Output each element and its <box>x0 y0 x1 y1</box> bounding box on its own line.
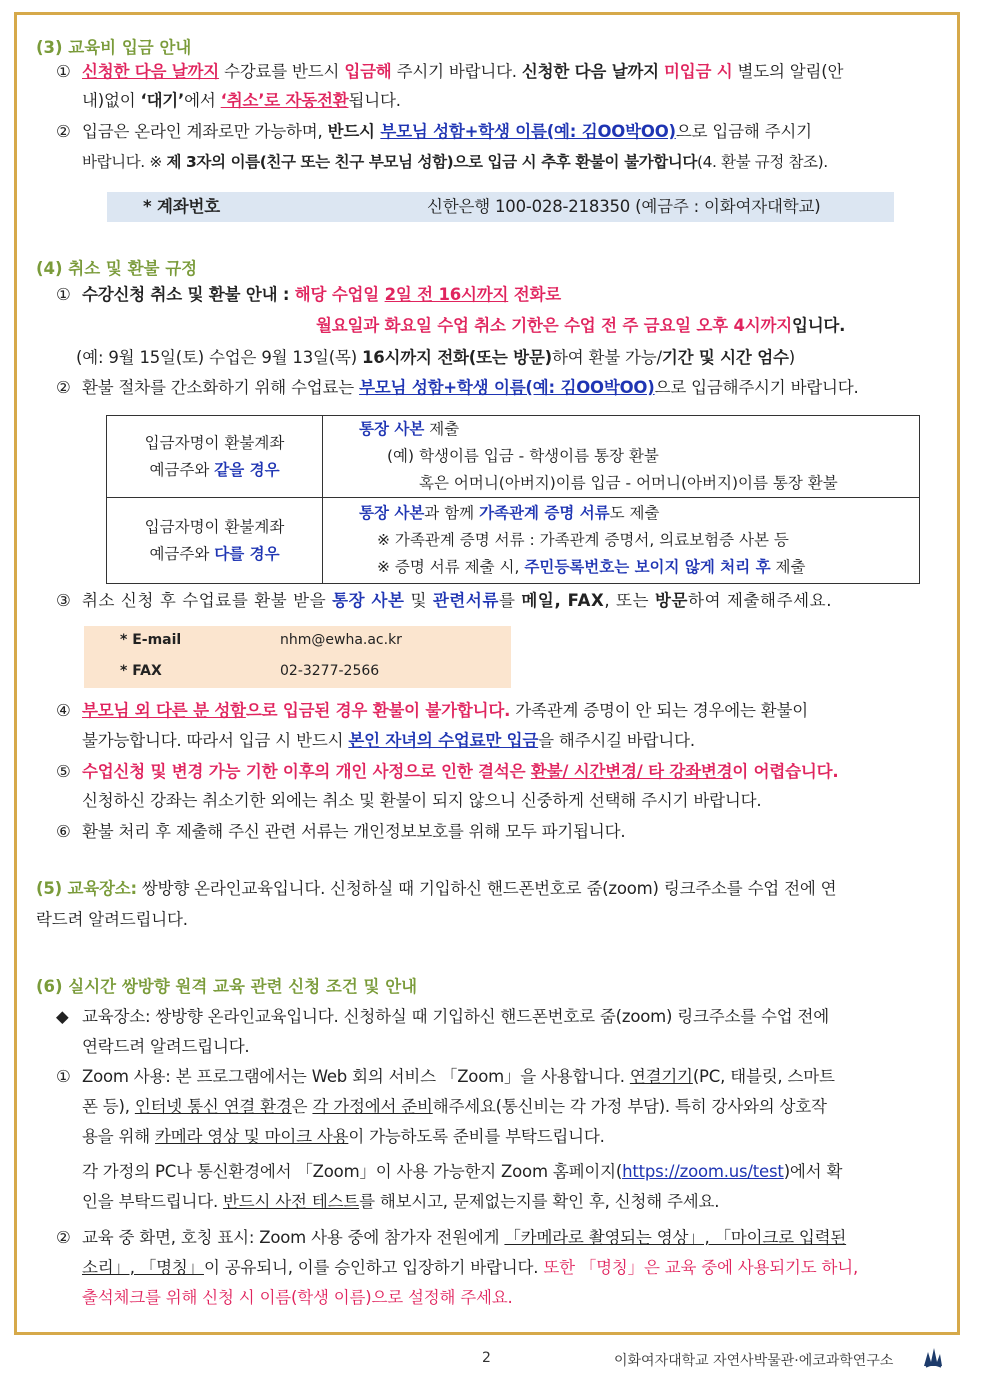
text-span: 환불/ 시간변경/ 타 강좌변경 <box>530 762 733 781</box>
refund-table <box>106 415 920 584</box>
text-span: 가족관계 증명 서류 <box>479 504 610 522</box>
cell-text: (예) 학생이름 입금 - 학생이름 통장 환불 <box>387 447 659 465</box>
sec6-item1-line2 <box>82 1096 827 1118</box>
text-span: )에서 확 <box>783 1162 843 1181</box>
sec6-item2-line3: 출석체크를 위해 신청 시 이름(학생 이름)으로 설정해 주세요. <box>82 1288 513 1307</box>
sec4-item4-line1 <box>56 700 808 722</box>
text-span: 별도의 알림(안 <box>732 62 844 81</box>
text-span: 각 가정의 PC나 통신환경에서 「Zoom」이 사용 가능한지 Zoom 홈페이지( <box>82 1162 623 1181</box>
text-span: ‘대기’ <box>140 91 185 110</box>
text-span: 쌍방향 온라인교육입니다. 신청하실 때 기입하신 핸드폰번호로 줌(zoom) 링크주소를 수업 전에 연 <box>136 879 837 898</box>
text-span: 교육장소: 쌍방향 온라인교육입니다. 신청하실 때 기입하신 핸드폰번호로 줌(zoom) 링크주소를 수업 전에 <box>82 1007 830 1026</box>
table-row <box>107 416 920 498</box>
email-value: nhm@ewha.ac.kr <box>280 632 402 648</box>
text-span: 가족관계 증명이 안 되는 경우에는 환불이 <box>510 701 809 720</box>
item-number: ⑥ <box>56 822 71 841</box>
zoom-test-link[interactable]: https://zoom.us/test <box>622 1162 784 1181</box>
text-span: 취소 신청 후 수업료를 환불 받을 <box>82 591 333 610</box>
text-span: 본인 자녀의 수업료만 입금 <box>348 731 539 750</box>
text-span: 부모님 외 다른 분 성함 <box>82 701 246 720</box>
text-span: (PC, 태블릿, 스마트 <box>692 1067 835 1086</box>
cell-text: 혹은 어머니(아버지)이름 입금 - 어머니(아버지)이름 통장 환불 <box>419 474 838 492</box>
text-span: 으로 입금해주시기 바랍니다. <box>654 378 859 397</box>
text-span: 주민등록번호는 보이지 않게 처리 후 <box>524 558 771 576</box>
text-span: 과 함께 <box>424 504 480 522</box>
text-span: 용을 위해 <box>82 1127 156 1146</box>
text-span: 으로 입금해 주시기 <box>675 122 812 141</box>
text-span: (예: 9월 15일(토) 수업은 9월 13일(목) <box>76 348 362 367</box>
text-span: 방문 <box>654 591 689 610</box>
page-number: 2 <box>482 1350 491 1366</box>
section-6-title: (6) 실시간 쌍방향 원격 교육 관련 신청 조건 및 안내 <box>36 977 418 996</box>
cell-text <box>359 554 919 581</box>
text-span: 부모님 성함+학생 이름(예: 김OO박OO) <box>380 122 676 141</box>
text-span: 수업신청 및 변경 가능 기한 이후의 개인 사정으로 인한 결석은 <box>82 762 531 781</box>
text-span: 소리」, 「명칭」 <box>82 1258 204 1277</box>
section-3-title: (3) 교육비 입금 안내 <box>36 38 192 57</box>
text-span: 통장 사본 <box>359 420 425 438</box>
section-5-line1 <box>36 878 836 900</box>
item-number: ② <box>56 378 71 397</box>
text-span: 은 <box>291 1097 313 1116</box>
museum-logo-icon <box>920 1344 946 1370</box>
sec3-item1-line1 <box>56 61 843 83</box>
text-span: 카메라 영상 및 마이크 사용 <box>155 1127 349 1146</box>
text-span: 또한 「명칭」은 교육 중에 사용되기도 하니, <box>543 1258 859 1277</box>
cell-text: ※ 가족관계 증명 서류 : 가족관계 증명서, 의료보험증 사본 등 <box>377 531 789 549</box>
text-span: 바랍니다. ※ <box>82 153 167 171</box>
text-span: 인터넷 통신 연결 환경 <box>134 1097 292 1116</box>
text-span: 신청한 다음 날까지 <box>521 62 659 81</box>
text-span: 제 3자의 이름(친구 또는 친구 부모님 성함)으로 입금 시 추후 환불이 불가합니다 <box>166 153 697 171</box>
item-number: ⑤ <box>56 762 71 781</box>
text-span: 주시기 바랍니다. <box>391 62 522 81</box>
text-span: 통장 사본 <box>332 591 405 610</box>
text-span: 2일 전 16시까지 <box>384 285 509 304</box>
text-span: 예금주와 <box>149 460 215 479</box>
text-span: , 또는 <box>604 591 655 610</box>
sec6-bullet-line2: 연락드려 알려드립니다. <box>82 1037 250 1056</box>
sec4-item6 <box>56 821 625 843</box>
text-span: 내)없이 <box>82 91 141 110</box>
sec6-item1-line5 <box>82 1191 719 1213</box>
text-span: 환불 절차를 간소화하기 위해 수업료는 <box>82 378 360 397</box>
text-span: 으로 입금된 경우 환불이 불가합니다. <box>245 701 511 720</box>
text-span: Zoom 사용: 본 프로그램에서는 Web 회의 서비스 「Zoom」을 사용합니다. <box>82 1067 630 1086</box>
sec6-item1-line3 <box>82 1126 605 1148</box>
text-span: 수강신청 취소 및 환불 안내 : <box>82 285 295 304</box>
item-number: ② <box>56 122 71 141</box>
text-span: 해당 수업일 <box>294 285 385 304</box>
text-span: 전화로 <box>508 285 561 304</box>
text-span: 통장 사본 <box>359 504 425 522</box>
text-span: 16시까지 전화(또는 방문) <box>362 348 552 367</box>
account-box <box>107 192 894 222</box>
text-span: 신청한 다음 날까지 <box>82 62 220 81</box>
item-number: ③ <box>56 591 72 610</box>
text-span: 입금은 온라인 계좌로만 가능하며, <box>82 122 328 141</box>
table-cell <box>323 498 920 584</box>
text-span: 메일, FAX <box>521 591 605 610</box>
text-span: 및 <box>404 591 433 610</box>
table-cell <box>323 416 920 498</box>
footer-org: 이화여자대학교 자연사박물관·에코과학연구소 <box>614 1353 894 1369</box>
item-number: ① <box>56 62 71 81</box>
section-5-line2: 락드려 알려드립니다. <box>36 910 188 929</box>
text-span: 이 공유되니, 이를 승인하고 입장하기 바랍니다. <box>203 1258 544 1277</box>
text-span: 반드시 사전 테스트 <box>223 1192 360 1211</box>
text-span: 예금주와 <box>149 544 215 563</box>
text-span: 교육 중 화면, 호칭 표시: Zoom 사용 중에 참가자 전원에게 <box>82 1228 505 1247</box>
cell-text <box>107 541 322 568</box>
table-cell <box>107 498 323 584</box>
text-span: 인을 부탁드립니다. <box>82 1192 224 1211</box>
fax-value: 02-3277-2566 <box>280 663 380 679</box>
text-span: (4. 환불 규정 참조). <box>696 153 828 171</box>
cell-text: 입금자명이 환불계좌 <box>144 517 285 536</box>
text-span: 기간 및 시간 엄수 <box>661 348 789 367</box>
table-row <box>107 498 920 584</box>
sec4-item4-line2 <box>82 730 695 752</box>
text-span: 입금해 <box>344 62 392 81</box>
sec4-item1-line2 <box>316 315 845 337</box>
sec3-item2-line1 <box>56 121 812 143</box>
cell-text <box>107 457 322 484</box>
fax-label: * FAX <box>120 663 162 679</box>
text-span: 연결기기 <box>629 1067 693 1086</box>
cell-text <box>359 500 919 527</box>
text-span: 「카메라로 촬영되는 영상」, 「마이크로 입력된 <box>504 1228 847 1247</box>
diamond-bullet-icon: ◆ <box>56 1007 69 1026</box>
sec3-item2-line2 <box>82 151 828 173</box>
text-span: 반드시 <box>327 122 381 141</box>
sec6-item1-line1 <box>56 1066 835 1088</box>
item-number: ① <box>56 1067 71 1086</box>
contact-box <box>84 626 511 688</box>
text-span: 를 <box>498 591 522 610</box>
text-span: 다를 경우 <box>214 544 280 563</box>
text-span: 제출 <box>770 558 806 576</box>
text-span: 하여 환불 가능/ <box>551 348 662 367</box>
text-span: 을 해주시길 바랍니다. <box>538 731 695 750</box>
text-span: 해주세요(통신비는 각 가정 부담). 특히 강사와의 상호작 <box>432 1097 827 1116</box>
sec6-bullet-line1 <box>56 1006 829 1028</box>
text-span: 이 가능하도록 준비를 부탁드립니다. <box>348 1127 605 1146</box>
text-span: 도 제출 <box>609 504 660 522</box>
text-span: 이 어렵습니다. <box>732 762 839 781</box>
section-5-title: (5) 교육장소: <box>36 879 137 898</box>
sec3-item1-line2 <box>82 90 401 112</box>
text-span: 하여 제출해주세요. <box>688 591 833 610</box>
text-span: ‘취소’로 자동전환 <box>220 91 349 110</box>
text-span: 부모님 성함+학생 이름(예: 김OO박OO) <box>359 378 655 397</box>
text-span: 월요일과 화요일 수업 취소 기한은 수업 전 주 금요일 오후 4시까지 <box>316 316 792 335</box>
sec4-item5-line1 <box>56 761 838 783</box>
sec4-item3 <box>56 590 832 612</box>
account-label: * 계좌번호 <box>143 197 220 216</box>
text-span: 관련서류 <box>432 591 499 610</box>
account-value: 신한은행 100-028-218350 (예금주 : 이화여자대학교) <box>427 197 821 216</box>
text-span: 같을 경우 <box>214 460 280 479</box>
item-number: ④ <box>56 701 71 720</box>
text-span: ) <box>788 348 795 367</box>
sec6-item2-line1 <box>56 1227 846 1249</box>
text-span: 환불 처리 후 제출해 주신 관련 서류는 개인정보보호를 위해 모두 파기됩니다. <box>82 822 626 841</box>
text-span: 됩니다. <box>348 91 401 110</box>
cell-text: 입금자명이 환불계좌 <box>144 433 285 452</box>
sec4-item5-line2: 신청하신 강좌는 취소기한 외에는 취소 및 환불이 되지 않으니 신중하게 선택해 주시기 바랍니다. <box>82 791 762 810</box>
text-span: 제출 <box>424 420 460 438</box>
item-number: ② <box>56 1228 71 1247</box>
text-span: 를 해보시고, 문제없는지를 확인 후, 신청해 주세요. <box>359 1192 720 1211</box>
text-span: 불가능합니다. 따라서 입금 시 반드시 <box>82 731 349 750</box>
text-span: 각 가정에서 준비 <box>312 1097 433 1116</box>
sec4-item1-line1 <box>56 284 561 306</box>
sec4-item2 <box>56 377 859 399</box>
table-cell <box>107 416 323 498</box>
text-span: 입니다. <box>791 316 846 335</box>
text-span: ※ 증명 서류 제출 시, <box>377 558 525 576</box>
text-span: 미입금 시 <box>663 62 733 81</box>
sec6-item1-line4 <box>82 1161 842 1183</box>
email-label: * E-mail <box>120 632 182 648</box>
item-number: ① <box>56 285 71 304</box>
section-4-title: (4) 취소 및 환불 규정 <box>36 259 198 278</box>
cell-text <box>359 416 919 443</box>
text-span: 폰 등), <box>82 1097 135 1116</box>
sec6-item2-line2 <box>82 1257 858 1279</box>
sec4-item1-line3 <box>76 347 795 369</box>
text-span: 에서 <box>184 91 221 110</box>
text-span: 수강료를 반드시 <box>219 62 345 81</box>
